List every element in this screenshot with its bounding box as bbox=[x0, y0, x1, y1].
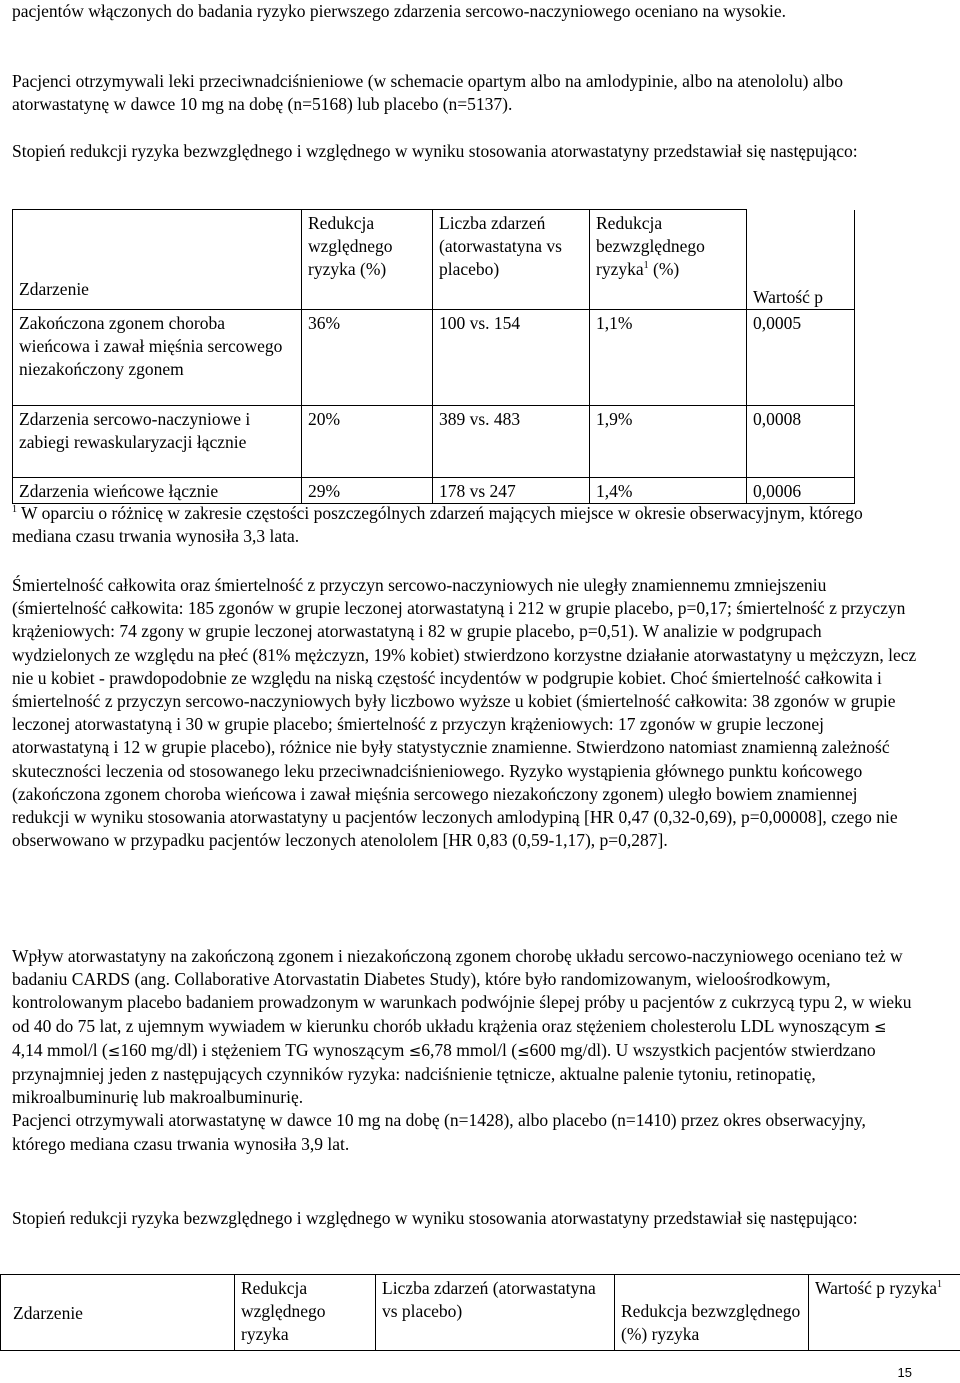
table1-header-p-value: Wartość p bbox=[747, 210, 855, 310]
results-table-1 bbox=[12, 209, 855, 504]
table1-row2-count: 389 vs. 483 bbox=[433, 406, 590, 478]
table1-row2-p: 0,0008 bbox=[747, 406, 855, 478]
paragraph-intro-1: pacjentów włączonych do badania ryzyko pierwszego zdarzenia sercowo-naczyniowego oceniano na wysokie. bbox=[12, 1, 787, 21]
table1-row2-abs: 1,9% bbox=[590, 406, 747, 478]
table1-row1-rel: 36% bbox=[302, 310, 433, 406]
table1-row2-event: Zdarzenia sercowo-naczyniowe i zabiegi rewaskularyzacji łącznie bbox=[13, 406, 302, 478]
paragraph-mortality: Śmiertelność całkowita oraz śmiertelność z przyczyn sercowo-naczyniowych nie uległy znamiennemu zmniejszeniu (śmiertelność całkowita: 185 zgonów w grupie leczonej atorwastatyną i 212 w grupie placebo, p=0,17; śmiertelność z przyczyn krążeniowych: 74 zgony w grupie leczonej atorwastatyną i 82 w grupie placebo, p=0,51). W analizie w podgrupach wydzielonych ze względu na płeć (81% mężczyzn, 19% kobiet) stwierdzono korzystne działanie atorwastatyny u mężczyzn, lecz nie u kobiet - prawdopodobnie ze względu na niską częstość incydentów w podgrupie kobiet. Choć śmiertelność całkowita i śmiertelność z przyczyn sercowo-naczyniowych były liczbowo wyższe u kobiet (śmiertelność całkowita: 38 zgonów w grupie leczonej atorwastatyną i 30 w grupie placebo; śmiertelność z przyczyn krążeniowych: 17 zgonów w grupie leczonej atorwastatyną i 12 w grupie placebo), różnice nie były statystycznie znamienne. Stwierdzono natomiast znamienną zależność skuteczności leczenia od stosowanego leku przeciwnadciśnieniowego. Ryzyko wystąpienia głównego punktu końcowego (zakończona zgonem choroba wieńcowa i zawał mięśnia sercowego niezakończony zgonem) uległo bowiem znamiennej redukcji w wyniku stosowania atorwastatyny u pacjentów leczonych amlodypiną [HR 0,47 (0,32-0,69), p=0,00008], czego nie obserwowano w przypadku pacjentów leczonych atenololem [HR 0,83 (0,59-1,17), p=0,287]. bbox=[12, 575, 917, 851]
table1-header-event: Zdarzenie bbox=[13, 210, 302, 310]
page-number: 15 bbox=[897, 1365, 912, 1380]
table1-row3-event: Zdarzenia wieńcowe łącznie bbox=[13, 478, 302, 504]
table1-row2-rel: 20% bbox=[302, 406, 433, 478]
table1-row1-abs: 1,1% bbox=[590, 310, 747, 406]
table1-row1-count: 100 vs. 154 bbox=[433, 310, 590, 406]
paragraph-intro-3: Stopień redukcji ryzyka bezwzględnego i względnego w wyniku stosowania atorwastatyny przedstawiał się następująco: bbox=[12, 141, 858, 161]
table-row bbox=[13, 478, 855, 504]
table1-header-events-count: Liczba zdarzeń (atorwastatyna vs placebo) bbox=[433, 210, 590, 310]
paragraph-intro-table2: Stopień redukcji ryzyka bezwzględnego i względnego w wyniku stosowania atorwastatyny przedstawiał się następująco: bbox=[12, 1208, 858, 1228]
table1-header-rel-reduction: Redukcja względnego ryzyka (%) bbox=[302, 210, 433, 310]
table2-header-p-value: Wartość p ryzyka$^1$ bbox=[809, 1275, 960, 1351]
table1-row3-abs: 1,4% bbox=[590, 478, 747, 504]
table1-row3-p: 0,0006 bbox=[747, 478, 855, 504]
table1-row1-p: 0,0005 bbox=[747, 310, 855, 406]
table2-header-rel-reduction: Redukcja względnego ryzyka bbox=[235, 1275, 376, 1351]
paragraph-intro-2: Pacjenci otrzymywali leki przeciwnadciśnieniowe (w schemacie opartym albo na amlodypinie, albo na atenololu) albo atorwastatynę w dawce 10 mg na dobę (n=5168) lub placebo (n=5137). bbox=[12, 71, 843, 115]
table-row bbox=[13, 406, 855, 478]
table1-row3-count: 178 vs 247 bbox=[433, 478, 590, 504]
table-row bbox=[13, 310, 855, 406]
table1-row3-rel: 29% bbox=[302, 478, 433, 504]
table1-row1-event: Zakończona zgonem choroba wieńcowa i zawał mięśnia sercowego niezakończony zgonem bbox=[13, 310, 302, 406]
table2-header-event: Zdarzenie bbox=[1, 1275, 235, 1351]
paragraph-cards: Wpływ atorwastatyny na zakończoną zgonem i niezakończoną zgonem chorobę układu sercowo-naczyniowego oceniano też w badaniu CARDS (ang. Collaborative Atorvastatin Diabetes Study), które było randomizowanym, wieloośrodkowym, kontrolowanym placebo badaniem prowadzonym w warunkach podwójnie ślepej próby u pacjentów z cukrzycą typu 2, w wieku od 40 do 75 lat, z ujemnym wywiadem w kierunku chorób układu krążenia oraz stężeniem cholesterolu LDL wynoszącym ≤ 4,14 mmol/l (≤160 mg/dl) i stężeniem TG wynoszącym ≤6,78 mmol/l (≤600 mg/dl). U wszystkich pacjentów stwierdzano przynajmniej jeden z następujących czynników ryzyka: nadciśnienie tętnicze, aktualne palenie tytoniu, retinopatię, mikroalbuminurię lub makroalbuminurię. Pacjenci otrzymywali atorwastatynę w dawce 10 mg na dobę (n=1428), albo placebo (n=1410) przez okres obserwacyjny, którego mediana czasu trwania wynosiła 3,9 lat. bbox=[12, 946, 912, 1154]
table1-header-abs-reduction: Redukcja bezwzględnego ryzyka$^1$ (%) bbox=[590, 210, 747, 310]
table2-header-abs-reduction: Redukcja bezwzględnego (%) ryzyka bbox=[615, 1275, 809, 1351]
table2-header-events-count: Liczba zdarzeń (atorwastatyna vs placebo) bbox=[376, 1275, 615, 1351]
footnote: $^1$ W oparciu o różnicę w zakresie częstości poszczególnych zdarzeń mających miejsce w okresie obserwacyjnym, którego mediana czasu trwania wynosiła 3,3 lata. bbox=[12, 503, 863, 547]
results-table-2 bbox=[0, 1274, 960, 1351]
